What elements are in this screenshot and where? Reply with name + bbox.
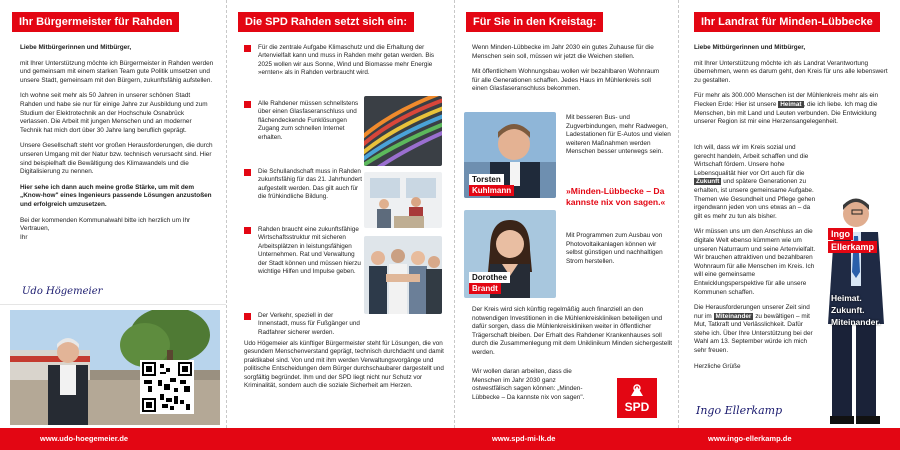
panel-title: Ihr Bürgermeister für Rahden <box>12 12 179 32</box>
panel-mayor <box>0 0 226 428</box>
business-team-photo <box>364 236 442 314</box>
bullet-square-icon <box>244 45 251 52</box>
footer-link-ellerkamp[interactable]: www.ingo-ellerkamp.de <box>708 434 792 443</box>
bullet-square-icon <box>244 101 251 108</box>
panel-title: Ihr Landrat für Minden-Lübbecke <box>694 12 880 32</box>
closing: Herzliche Grüße <box>694 362 741 370</box>
spd-logo <box>617 378 657 418</box>
paragraph: Für mehr als 300.000 Menschen ist der Mühlenkreis mehr als ein Flecken Erde: Hier ist unsere Heimat , die ich liebe. Ich mag die Menschen, bin mit Land und Leuten verbunden. Die Entwicklung unserer Region ist mir eine Herzensangelegenheit. <box>694 92 878 126</box>
panel-title: Die SPD Rahden setzt sich ein: <box>238 12 414 32</box>
paragraph: Bei der kommenden Kommunalwahl bitte ich herzlich um Ihr Vertrauen, <box>20 216 191 233</box>
highlight-miteinander: Miteinander <box>715 312 752 320</box>
bullet-square-icon <box>244 169 251 176</box>
paragraph: Der Kreis wird sich künftig regelmäßig auch finanziell an den notwendigen Investitionen in die Mühlenkreiskliniken beteiligen und dafür sorgen, dass die Mühlenkreiskliniken weiter in öffentlicher Trägerschaft bleiben. Der Erhalt des Rahdener Krankenhauses soll durch die Zusammenlegung mit dem Uniklinikum Minden sichergestellt werden. <box>472 306 672 356</box>
closing: Ihr <box>20 233 28 241</box>
signature: Udo Högemeier <box>22 286 103 297</box>
divider <box>0 304 226 305</box>
slogan-zukunft: Zukunft. <box>831 305 865 315</box>
paragraph: Die Herausforderungen unserer Zeit sind nur im Miteinander zu bewältigen – mit Mut, Tatkraft und Verlässlichkeit. Dafür stehe ich. Über Ihre Unterstützung bei der Wahl am 13. September würde ich mich sehr freuen. <box>694 304 813 355</box>
list-item-text: Alle Rahdener müssen schnellstens über einen Glasfaseranschluss und flächendeckende Funklösungen Zugang zum schnellen Internet erhalten. <box>258 100 359 141</box>
paragraph: Mit besseren Bus- und Zugverbindungen, mehr Radwegen, Ladestationen für E-Autos und vielen weiteren Maßnahmen werden Menschen besser unterwegs sein. <box>566 114 671 156</box>
bullet-square-icon <box>244 227 251 234</box>
bullet-square-icon <box>244 313 251 320</box>
candidate-first-name: Ingo <box>828 228 853 240</box>
footer-link-spd[interactable]: www.spd-mi-lk.de <box>492 434 556 443</box>
list-item-text: Für die zentrale Aufgabe Klimaschutz und die Erhaltung der Artenvielfalt kann und muss in Rahden mehr getan werden. Bis 2025 wollen wir aus Sonne, Wind und Biomasse mehr Energie »ernten« als in Rahden verbraucht wird. <box>258 44 435 77</box>
greeting: Liebe Mitbürgerinnen und Mitbürger, <box>694 44 806 51</box>
classroom-photo <box>364 172 442 228</box>
panel-kreistag <box>454 0 678 428</box>
paragraph: Wenn Minden-Lübbecke im Jahr 2030 ein gutes Zuhause für die Menschen sein soll, müssen wir jetzt die Weichen stellen. <box>472 44 654 60</box>
footer-link-hoegemeier[interactable]: www.udo-hoegemeier.de <box>40 434 129 443</box>
panel-spd-goals <box>226 0 454 428</box>
paragraph: Mit Programmen zum Ausbau von Photovoltaikanlagen können wir selbst günstigen und nachhaltigen Strom herstellen. <box>566 232 663 265</box>
panel-landrat <box>678 0 900 428</box>
candidate-last-name: Ellerkamp <box>828 241 877 253</box>
signature: Ingo Ellerkamp <box>696 404 783 417</box>
paragraph: Mit öffentlichem Wohnungsbau wollen wir bezahlbaren Wohnraum für alle Generationen schaffen. Jedes Haus im Mühlenkreis soll einen Glasfaseranschluss bekommen. <box>472 68 660 93</box>
paragraph: mit Ihrer Unterstützung möchte ich als Landrat Verantwortung übernehmen, wenn es darum geht, den Kreis für uns alle lebenswert zu gestalten. <box>694 59 888 84</box>
paragraph: Wir wollen daran arbeiten, dass die Menschen im Jahr 2030 ganz ostwestfälisch sagen können: „Minden-Lübbecke – Da kannste nix von sagen". <box>472 368 585 401</box>
list-item-text: Der Verkehr, speziell in der Innenstadt, muss für Fußgänger und Radfahrer sicherer werden. <box>258 312 360 336</box>
candidate-first-name: Dorothee <box>469 272 510 283</box>
highlight-zukunft: Zukunft <box>696 178 720 186</box>
highlight-heimat: Heimat <box>780 100 802 108</box>
panel-body <box>694 144 818 378</box>
closing-paragraph: Udo Högemeier als künftiger Bürgermeister steht für Lösungen, die von gesundem Menschenverstand geprägt, technisch durchdacht und damit praktikabel sind. Von und mit ihm werden Verwaltungsvorgänge und politische Entscheidungen dem Bürger durchschaubarer dargestellt und sorgfältig begründet. Ihm und der SPD liegt nicht nur Schutz vor Kriminalität, sondern auch die soziale Sicherheit am Herzen. <box>244 340 444 390</box>
fiber-cable-photo <box>364 96 442 166</box>
slogan-heimat: Heimat. <box>831 293 862 303</box>
campaign-quote: »Minden-Lübbecke – Da kannste nix von sagen.« <box>566 186 666 207</box>
paragraph-highlight: Hier sehe ich dann auch meine große Stärke, um mit dem „Know-how" eines Ingenieurs passende Lösungen anzustoßen und erfolgreich umzusetzen. <box>20 183 212 208</box>
panel-intro <box>472 44 668 101</box>
qr-code[interactable] <box>140 360 194 414</box>
slogan-miteinander: Miteinander. <box>831 317 881 327</box>
panel-intro <box>694 44 894 134</box>
paragraph: mit Ihrer Unterstützung möchte ich Bürgermeister in Rahden werden und gemeinsam mit einem starken Team gute Politik umsetzen und unsere Stadt, gemeinsam mit den Bürgern, zukunftsfähig aufstellen. <box>20 59 214 84</box>
panel-title: Für Sie in den Kreistag: <box>466 12 603 32</box>
paragraph: Ich wohne seit mehr als 50 Jahren in unserer schönen Stadt Rahden und habe sie nur für einige Jahre zur Ausbildung und zum Studium der Elektrotechnik an der Hochschule Osnabrück verlassen. Die Arbeit mit jungen Menschen und an moderner Technik hat mich dort über 30 Jahre lang beruflich geprägt. <box>20 92 208 134</box>
candidate-first-name: Torsten <box>469 174 504 185</box>
candidate-last-name: Brandt <box>469 283 501 294</box>
list-item-text: Die Schullandschaft muss in Rahden zukunftsfähig für das 21. Jahrhundert aufgestellt werden. Das gilt auch für die frühkindliche Bildung. <box>258 168 362 201</box>
greeting: Liebe Mitbürgerinnen und Mitbürger, <box>20 44 132 51</box>
paragraph: Ich will, dass wir im Kreis sozial und gerecht handeln, Arbeit schaffen und die Wirtschaft fördern. Unsere hohe Lebensqualität hier vor Ort auch für die Zukunft und spätere Generationen zu erhalten, ist unsere gemeinsame Aufgabe. Themen wie Gesundheit und Pflege gehen irgendwann jeden von uns etwas an – da gilt es mehr zu tun als bisher. <box>694 144 816 220</box>
candidate-last-name: Kuhlmann <box>469 185 514 196</box>
paragraph: Wir müssen uns um den Anschluss an die digitale Welt ebenso kümmern wie um unseren Naturraum und seine Artenvielfalt. Wir brauchen attraktiven und bezahlbaren Wohnraum für alle Menschen im Kreis. Ich will eine gemeinsame Entwicklungsperspektive für alle unsere Kommunen schaffen. <box>694 228 816 296</box>
list-item-text: Rahden braucht eine zukunftsfähige Wirtschaftsstruktur mit sicheren Arbeitsplätzen in leistungsfähigen Unternehmen. Rat und Verwaltung der Stadt können und müssen hierzu wichtige Hilfen und Impulse geben. <box>258 226 361 276</box>
paragraph: Unsere Gesellschaft steht vor großen Herausforderungen, die durch unseren Umgang mit der Natur bzw. technisch verursacht sind. Hier sind beispielhaft die Bewältigung des Klimawandels und die Digitalisierung zu nennen. <box>20 142 213 176</box>
spd-logo-text: SPD <box>624 400 650 414</box>
panel-body <box>20 44 214 242</box>
